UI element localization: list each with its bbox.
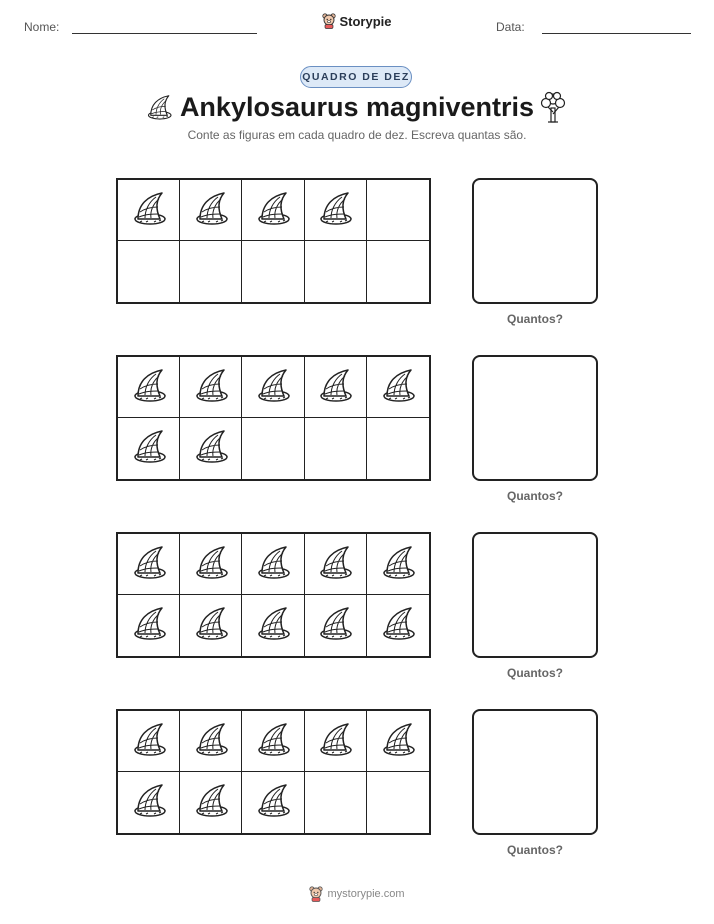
ankylosaurus-tail-spike-icon bbox=[129, 426, 169, 471]
ankylosaurus-tail-spike-icon bbox=[191, 188, 231, 233]
frame-cell bbox=[118, 180, 180, 241]
frame-cell bbox=[305, 711, 367, 772]
ankylosaurus-tail-spike-icon bbox=[191, 542, 231, 587]
answer-box-1[interactable] bbox=[472, 178, 598, 304]
ten-frame-1 bbox=[116, 178, 431, 304]
date-label: Data: bbox=[496, 20, 525, 34]
ankylosaurus-tail-spike-icon bbox=[315, 542, 355, 587]
frame-cell bbox=[367, 711, 429, 772]
frame-cell bbox=[180, 711, 242, 772]
frame-cell bbox=[242, 180, 304, 241]
frame-cell bbox=[367, 241, 429, 302]
ankylosaurus-tail-spike-icon bbox=[129, 603, 169, 648]
ankylosaurus-tail-spike-icon bbox=[378, 603, 418, 648]
footer-url: mystorypie.com bbox=[327, 888, 405, 900]
frame-cell bbox=[180, 418, 242, 479]
frame-cell bbox=[118, 241, 180, 302]
brand-logo bbox=[0, 13, 714, 34]
ankylosaurus-tail-spike-icon bbox=[253, 542, 293, 587]
ankylosaurus-tail-spike-icon bbox=[191, 365, 231, 410]
ankylosaurus-tail-spike-icon bbox=[191, 426, 231, 471]
frame-cell bbox=[367, 180, 429, 241]
frame-cell bbox=[242, 241, 304, 302]
frame-cell bbox=[367, 595, 429, 656]
frame-cell bbox=[305, 180, 367, 241]
instructions: Conte as figuras em cada quadro de dez. Escreva quantas são. bbox=[187, 128, 527, 142]
frame-cell bbox=[118, 772, 180, 833]
frame-cell bbox=[118, 357, 180, 418]
ankylosaurus-tail-spike-icon bbox=[129, 365, 169, 410]
frame-cell bbox=[305, 357, 367, 418]
frame-cell bbox=[367, 772, 429, 833]
ten-frame-2 bbox=[116, 355, 431, 481]
ankylosaurus-tail-spike-icon bbox=[315, 365, 355, 410]
ten-frame-3 bbox=[116, 532, 431, 658]
bear-logo-icon bbox=[309, 886, 323, 902]
frame-cell bbox=[118, 418, 180, 479]
answer-label-4: Quantos? bbox=[507, 843, 563, 857]
frame-cell bbox=[180, 595, 242, 656]
frame-cell bbox=[180, 772, 242, 833]
frame-cell bbox=[242, 418, 304, 479]
frame-cell bbox=[118, 534, 180, 595]
frame-cell bbox=[367, 418, 429, 479]
ankylosaurus-tail-spike-icon bbox=[253, 365, 293, 410]
footer bbox=[0, 886, 714, 907]
ankylosaurus-tail-spike-icon bbox=[129, 719, 169, 764]
frame-cell bbox=[242, 772, 304, 833]
answer-label-3: Quantos? bbox=[507, 666, 563, 680]
frame-cell bbox=[242, 595, 304, 656]
ankylosaurus-tail-spike-icon bbox=[191, 719, 231, 764]
frame-cell bbox=[305, 241, 367, 302]
ten-frame-4 bbox=[116, 709, 431, 835]
ankylosaurus-tail-spike-icon bbox=[191, 780, 231, 825]
date-line[interactable] bbox=[542, 33, 691, 34]
answer-box-2[interactable] bbox=[472, 355, 598, 481]
frame-cell bbox=[242, 534, 304, 595]
page-title: Ankylosaurus magniventris bbox=[179, 92, 535, 122]
frame-cell bbox=[305, 418, 367, 479]
answer-box-3[interactable] bbox=[472, 532, 598, 658]
ankylosaurus-tail-spike-icon bbox=[191, 603, 231, 648]
frame-cell bbox=[180, 534, 242, 595]
ankylosaurus-tail-spike-icon bbox=[129, 188, 169, 233]
frame-cell bbox=[180, 357, 242, 418]
ankylosaurus-tail-spike-icon bbox=[315, 603, 355, 648]
frame-cell bbox=[242, 357, 304, 418]
ankylosaurus-tail-spike-icon bbox=[253, 780, 293, 825]
worksheet-type-badge: QUADRO DE DEZ bbox=[300, 66, 412, 88]
answer-label-1: Quantos? bbox=[507, 312, 563, 326]
ankylosaurus-tail-spike-icon bbox=[315, 188, 355, 233]
brand-name: Storypie bbox=[339, 13, 392, 29]
name-label: Nome: bbox=[24, 20, 60, 34]
ankylosaurus-tail-spike-icon bbox=[378, 365, 418, 410]
answer-box-4[interactable] bbox=[472, 709, 598, 835]
frame-cell bbox=[180, 241, 242, 302]
frame-cell bbox=[367, 534, 429, 595]
ankylosaurus-tail-spike-icon bbox=[378, 542, 418, 587]
frame-cell bbox=[242, 711, 304, 772]
ankylosaurus-tail-spike-icon bbox=[253, 188, 293, 233]
frame-cell bbox=[305, 772, 367, 833]
frame-cell bbox=[180, 180, 242, 241]
frame-cell bbox=[367, 357, 429, 418]
ankylosaurus-tail-spike-icon bbox=[253, 603, 293, 648]
ankylosaurus-tail-spike-icon bbox=[315, 719, 355, 764]
frame-cell bbox=[118, 595, 180, 656]
ankylosaurus-tail-spike-icon bbox=[378, 719, 418, 764]
ankylosaurus-tail-spike-icon bbox=[253, 719, 293, 764]
frame-cell bbox=[305, 595, 367, 656]
ankylosaurus-tail-spike-icon bbox=[129, 780, 169, 825]
frame-cell bbox=[305, 534, 367, 595]
answer-label-2: Quantos? bbox=[507, 489, 563, 503]
bear-logo-icon bbox=[322, 13, 336, 29]
ankylosaurus-tail-spike-icon bbox=[129, 542, 169, 587]
frame-cell bbox=[118, 711, 180, 772]
tree-icon bbox=[538, 90, 568, 129]
